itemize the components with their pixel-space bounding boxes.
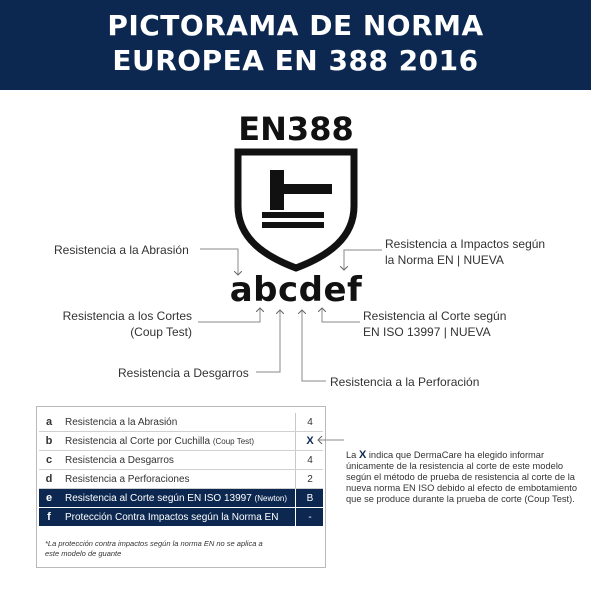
arrow-cut-iso	[322, 308, 360, 322]
row-description-text: Resistencia al Corte según EN ISO 13997	[65, 493, 255, 504]
row-letter: c	[45, 454, 53, 466]
row-description-text: Resistencia a Perforaciones	[65, 474, 190, 485]
row-letter: f	[47, 511, 51, 523]
standard-code: EN388	[238, 110, 354, 148]
table-row	[39, 470, 323, 489]
title-line-2: EUROPEA EN 388 2016	[112, 44, 479, 77]
label-puncture: Resistencia a la Perforación	[330, 375, 480, 389]
row-value: 4	[295, 451, 324, 469]
side-note: La X indica que DermaCare ha elegido informar únicamente de la resistencia al corte de este modelo según el método de prueba de resistencia al corte de la nueva norma EN ISO debido al efecto de embotamiento que se produce durante la prueba de corte (Coup Test).	[346, 449, 578, 504]
arrow-impact	[344, 250, 382, 270]
row-description	[65, 432, 295, 451]
arrow-cut-coup	[198, 308, 260, 322]
table-row	[39, 451, 323, 470]
table-footnote: *La protección contra impactos según la norma EN no se aplica a este modelo de guante	[45, 539, 263, 558]
row-letter: a	[45, 416, 53, 428]
title-line-1: PICTORAMA DE NORMA	[107, 9, 484, 42]
arrow-abrasion	[200, 249, 238, 275]
row-letter: b	[45, 435, 53, 447]
row-description	[65, 470, 295, 489]
row-description	[65, 413, 295, 432]
row-description-note: (Coup Test)	[212, 437, 255, 446]
row-description-text: Resistencia a la Abrasión	[65, 417, 178, 428]
row-description-text: Resistencia al Corte por Cuchilla	[65, 436, 213, 447]
row-value: -	[295, 508, 324, 526]
note-arrow	[310, 430, 350, 450]
row-value: B	[295, 489, 324, 507]
row-value: 2	[295, 470, 324, 488]
row-value: X	[295, 432, 324, 450]
label-cut-iso: Resistencia al Corte según EN ISO 13997 | NUEVA	[363, 309, 507, 339]
table-row	[39, 489, 323, 508]
label-abrasion: Resistencia a la Abrasión	[54, 243, 189, 257]
row-description-text: Protección Contra Impactos según la Norma EN	[65, 512, 279, 523]
label-impact: Resistencia a Impactos según la Norma EN | NUEVA	[385, 237, 546, 267]
row-description-note: (Newton)	[254, 494, 287, 503]
table-row	[39, 508, 323, 527]
row-value: 4	[295, 413, 324, 431]
performance-letters: abcdef	[229, 270, 363, 310]
table-row	[39, 413, 323, 432]
table-row	[39, 432, 323, 451]
label-cut-coup: Resistencia a los Cortes (Coup Test)	[62, 309, 192, 339]
row-letter: e	[45, 492, 53, 504]
row-description	[65, 489, 295, 508]
row-description	[65, 508, 295, 527]
label-tear: Resistencia a Desgarros	[118, 366, 249, 380]
row-description-text: Resistencia a Desgarros	[65, 455, 174, 466]
row-description	[65, 451, 295, 470]
performance-table	[36, 406, 326, 568]
x-marker: X	[358, 449, 367, 461]
row-letter: d	[45, 473, 53, 485]
